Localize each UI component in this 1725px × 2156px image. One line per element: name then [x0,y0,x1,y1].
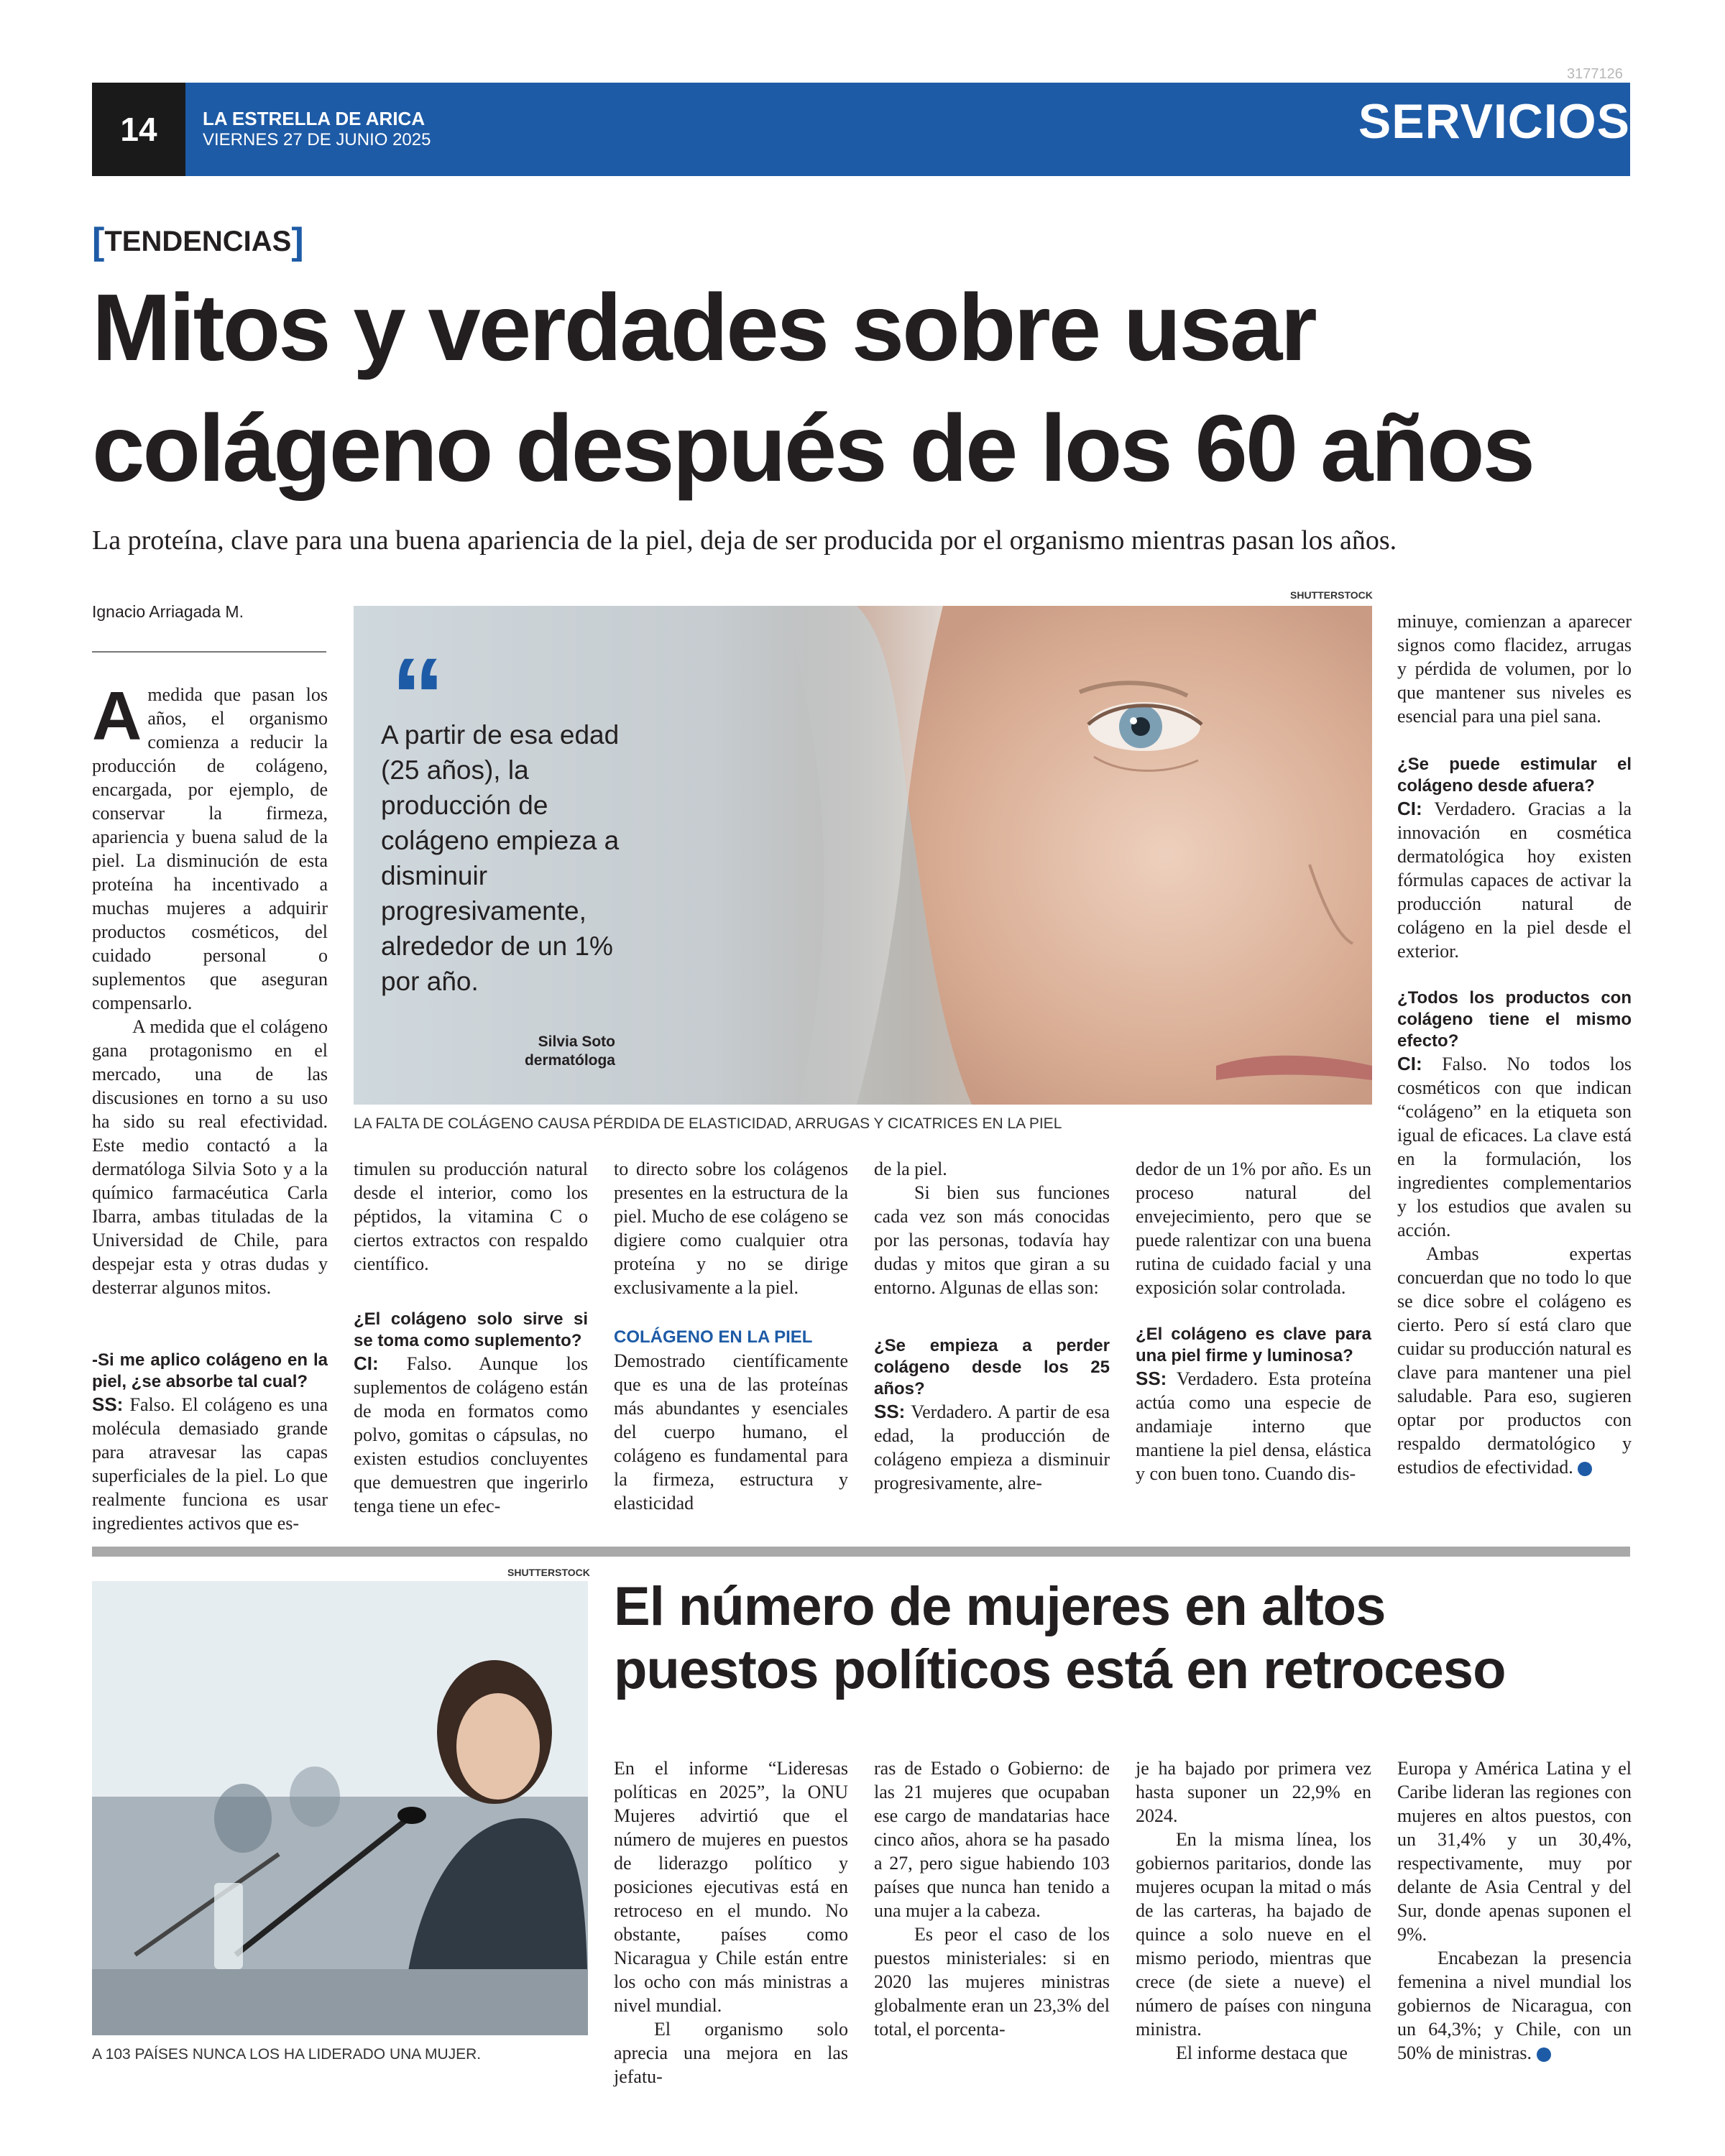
answer-text: Verdadero. Esta proteína actúa como una especie de andamiaje interno que mantiene la piel densa, elástica y con buen tono. Cuando dis- [1136,1368,1372,1484]
quote-author-name: Silvia Soto [538,1033,615,1050]
paragraph: En el informe “Lideresas políticas en 2025”, la ONU Mujeres advirtió que el número de mujeres en puestos de liderazgo político y posiciones ejecutivas está en retroceso en el mundo. No obstante, países como Nicaragua y Chile están entre los ocho con más ministras a nivel mundial. [614,1758,848,2016]
photo-credit: SHUTTERSTOCK [507,1567,590,1578]
article1-column-2 [354,1157,588,1518]
paragraph: Demostrado científicamente que es una de las proteínas más abundantes y esenciales del cuerpo humano, el colágeno es fundamental para la firmeza, estructura y elasticidad [614,1350,848,1514]
photo-credit: SHUTTERSTOCK [1290,589,1373,601]
article-kicker [92,220,304,263]
bracket-left: [ [92,221,105,262]
article1-column-5 [1136,1157,1371,1485]
paragraph: je ha bajado por primera vez hasta suponer un 22,9% en 2024. [1136,1758,1371,1826]
kicker-label: TENDENCIAS [104,226,292,257]
document-id: 3177126 [1567,66,1623,82]
answer-text: Verdadero. A partir de esa edad, la producción de colágeno empieza a disminuir progresivamente, alre- [874,1401,1110,1493]
article1-column-4 [874,1157,1110,1495]
drop-cap: A [92,678,142,755]
answer-text: Falso. Aunque los suplementos de colágeno están de moda en formatos como polvo, gomitas o cápsulas, no existen estudios concluyentes que demuestren que ingerirlo tenga tiene un efec- [354,1353,588,1516]
answer-label: SS: [1136,1368,1167,1389]
question-heading: ¿El colágeno es clave para una piel firme y luminosa? [1136,1325,1371,1365]
section-subheading: COLÁGENO EN LA PIEL [614,1327,813,1347]
article2-column-4 [1397,1756,1632,2065]
paragraph: ras de Estado o Gobierno: de las 21 mujeres que ocupaban ese cargo de mandatarias hace cinco años, ahora se ha pasado a 27, pero sigue habiendo 103 países que nunca han tenido a una mujer a la cabeza. [874,1758,1110,1921]
headline-line-1: Mitos y verdades sobre usar [92,275,1315,380]
woman-speaking-photo [92,1581,588,2035]
paragraph: to directo sobre los colágenos presentes en la estructura de la piel. Mucho de ese colágeno se digiere como cualquier otra proteína y no se dirige exclusivamente a la piel. [614,1158,848,1298]
quote-author-role: dermatóloga [524,1052,615,1069]
answer-text: Falso. El colágeno es una molécula demasiado grande para atravesar las capas superficiales de la piel. Lo que realmente funciona es usar ingredientes activos que es- [92,1394,328,1534]
paragraph: medida que pasan los años, el organismo comienza a reducir la producción de colágeno, encargada, por ejemplo, de conservar la firmeza, apariencia y buena salud de la piel. La disminución de esta proteína ha incentivado a muchas mujeres a adquirir productos cosméticos, del cuidado personal o suplementos que aseguran compensarlo. [92,684,328,1013]
paragraph: En la misma línea, los gobiernos paritarios, donde las mujeres ocupan la mitad o más de las carteras, ha bajado de quince a solo nueve en el mismo periodo, mientras que crece (de siete a nueve) el número de países con ninguna ministra. [1136,1829,1371,2040]
section-divider [92,1547,1630,1557]
paragraph: Si bien sus funciones cada vez son más conocidas por las personas, todavía hay dudas y mitos que giran a su entorno. Algunas de ellas son: [874,1182,1110,1298]
answer-label: CI: [1397,1053,1422,1074]
answer-text: Falso. No todos los cosméticos con que indican “colágeno” en la etiqueta son igual de eficaces. La clave está en la formulación, los ingredientes complementarios y los estudios que avalen su acción. [1397,1054,1632,1240]
section-title: SERVICIOS [1358,94,1630,149]
article-subheadline: La proteína, clave para una buena apariencia de la piel, deja de ser producida por el organismo mientras pasan los años. [92,525,1397,556]
photo-caption: A 103 PAÍSES NUNCA LOS HA LIDERADO UNA MUJER. [92,2046,482,2063]
paragraph: Encabezan la presencia femenina a nivel mundial los gobiernos de Nicaragua, con un 64,3%; y Chile, con un 50% de ministras. [1397,1948,1632,2063]
bracket-right: ] [291,221,304,262]
article1-column-6 [1397,609,1632,1479]
newspaper-name: LA ESTRELLA DE ARICA [203,108,426,129]
article2-column-2 [874,1756,1110,2041]
answer-label: CI: [1397,798,1422,819]
paragraph: Europa y América Latina y el Caribe lideran las regiones con mujeres en altos puestos, con un 31,4% y un 30,4%, respectivamente, muy por delante de Asia Central y del Sur, donde apenas suponen el 9%. [1397,1758,1632,1945]
newspaper-date: VIERNES 27 DE JUNIO 2025 [203,130,431,149]
paragraph: dedor de un 1% por año. Es un proceso natural del envejecimiento, pero que se puede ralentizar con una buena rutina de cuidado facial y una exposición solar controlada. [1136,1158,1371,1298]
paragraph: El informe destaca que [1176,2042,1348,2063]
question-heading: ¿Todos los productos con colágeno tiene el mismo efecto? [1397,988,1632,1051]
headline-line-2: puestos políticos está en retroceso [614,1639,1506,1700]
byline-divider [92,651,326,653]
photo-caption: LA FALTA DE COLÁGENO CAUSA PÉRDIDA DE ELASTICIDAD, ARRUGAS Y CICATRICES EN LA PIEL [354,1115,1062,1132]
question-heading: ¿Se puede estimular el colágeno desde afuera? [1397,755,1632,796]
headline-line-2: colágeno después de los 60 años [92,395,1534,501]
paragraph: Es peor el caso de los puestos ministeriales: si en 2020 las mujeres ministras globalmente eran un 23,3% del total, el porcenta- [874,1924,1110,2040]
question-heading: ¿Se empieza a perder colágeno desde los 25 años? [874,1336,1110,1399]
answer-label: CI: [354,1353,379,1374]
headline-line-1: El número de mujeres en altos [614,1576,1386,1637]
article2-column-1 [614,1756,848,2088]
question-heading: ¿El colágeno solo sirve si se toma como suplemento? [354,1309,588,1350]
page-number: 14 [92,83,185,176]
paragraph: Ambas expertas concuerdan que no todo lo que se dice sobre el colágeno es cierto. Pero sí está claro que cuidar su producción natural es clave para mantener una piel saludable. Para eso, sugieren optar por productos con respaldo dermatológico y estudios de efectividad. [1397,1243,1632,1478]
article2-column-3 [1136,1756,1371,2065]
paragraph: de la piel. [874,1158,947,1179]
answer-text: Verdadero. Gracias a la innovación en cosmética dermatológica hoy existen fórmulas capaces de activar la producción natural de colágeno en la piel desde el exterior. [1397,798,1632,962]
paragraph: El organismo solo aprecia una mejora en las jefatu- [614,2019,848,2087]
answer-label: SS: [874,1401,906,1422]
pull-quote: A partir de esa edad (25 años), la producción de colágeno empieza a disminuir progresivamente, alrededor de un 1% por año. [381,720,620,996]
answer-label: SS: [92,1393,124,1415]
article1-column-3 [614,1157,848,1515]
article-headline [614,1575,1634,1702]
article-headline [92,267,1652,509]
paragraph: timulen su producción natural desde el interior, como los péptidos, la vitamina C o ciertos extractos con respaldo científico. [354,1158,588,1274]
article1-column-1 [92,678,328,1535]
end-of-article-icon: ✦ [1578,1462,1592,1476]
pull-quote-attribution [503,1033,615,1070]
end-of-article-icon: ✦ [1537,2047,1551,2062]
meeting-illustration [92,1581,588,2035]
paragraph: A medida que el colágeno gana protagonismo en el mercado, una de las discusiones en torno a su uso ha sido su real efectividad. Este medio contactó a la dermatóloga Silvia Soto y a la químico farmacéutica Carla Ibarra, ambas tituladas de la Universidad de Chile, para despejar esta y otras dudas y desterrar algunos mitos. [92,1016,328,1298]
paragraph: minuye, comienzan a aparecer signos como flacidez, arrugas y pérdida de volumen, por lo que mantener sus niveles es esencial para una piel sana. [1397,611,1632,727]
byline: Ignacio Arriagada M. [92,602,244,621]
quote-mark-icon: “ [391,635,445,756]
question-heading: -Si me aplico colágeno en la piel, ¿se absorbe tal cual? [92,1350,328,1391]
